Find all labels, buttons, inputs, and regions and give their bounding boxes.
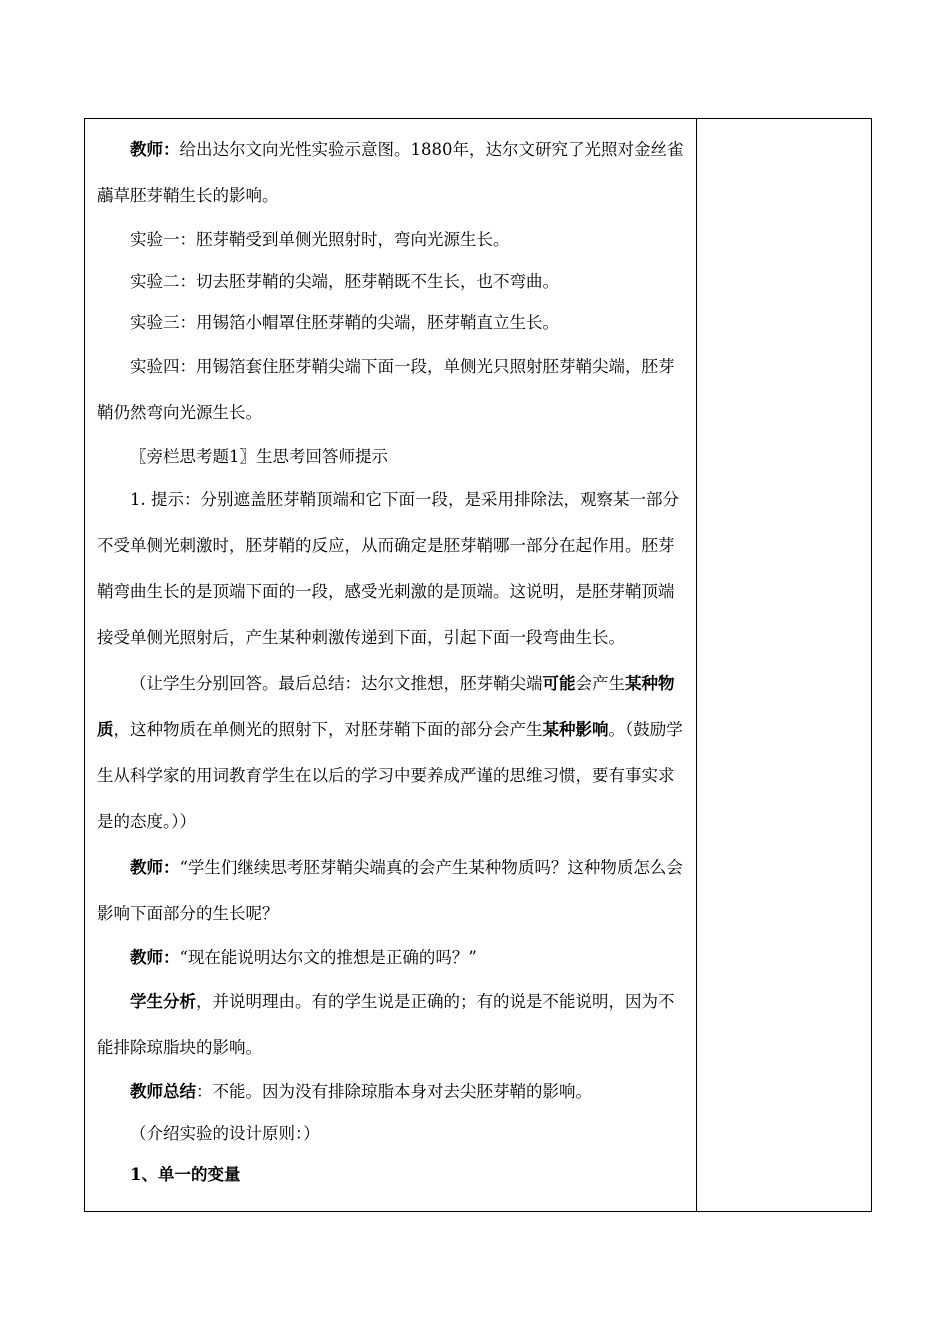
- paragraph-summary: （让学生分别回答。最后总结：达尔文推想，胚芽鞘尖端可能会产生某种物质，这种物质在单侧光的照射下，对胚芽鞘下面的部分会产生某种影响。（鼓励学生从科学家的用词教育学生在以后的学习中要养成严谨的思维习惯，要有事实求是的态度。））: [97, 674, 683, 832]
- paragraph-design-intro: （介绍实验的设计原则：）: [130, 1123, 320, 1143]
- paragraph-experiment-3: 实验三：用锡箔小帽罩住胚芽鞘的尖端，胚芽鞘直立生长。: [130, 313, 559, 333]
- paragraph-principle-1: 1、单一的变量: [130, 1165, 241, 1185]
- paragraph-teacher-summary: 教师总结：不能。因为没有排除琼脂本身对去尖胚芽鞘的影响。: [130, 1081, 592, 1101]
- paragraph-experiment-4: 实验四：用锡箔套住胚芽鞘尖端下面一段，单侧光只照射胚芽鞘尖端，胚芽鞘仍然弯向光源生长。: [97, 356, 675, 422]
- paragraph-hint: 1. 提示：分别遮盖胚芽鞘顶端和它下面一段，是采用排除法，观察某一部分不受单侧光刺激时，胚芽鞘的反应，从而确定是胚芽鞘哪一部分在起作用。胚芽鞘弯曲生长的是顶端下面的一段，感受光刺激的是顶端。这说明，是胚芽鞘顶端接受单侧光照射后，产生某种刺激传递到下面，引起下面一段弯曲生长。: [97, 490, 679, 648]
- paragraph-teacher-intro: 教师：给出达尔文向光性实验示意图。1880年，达尔文研究了光照对金丝雀虉草胚芽鞘生长的影响。: [97, 140, 684, 205]
- paragraph-teacher-question-1: 教师：“学生们继续思考胚芽鞘尖端真的会产生某种物质吗？这种物质怎么会影响下面部分的生长呢？: [97, 858, 683, 924]
- paragraph-experiment-2: 实验二：切去胚芽鞘的尖端，胚芽鞘既不生长，也不弯曲。: [130, 271, 559, 291]
- paragraph-sidebar-question: 〖旁栏思考题1〗生思考回答师提示: [130, 446, 388, 466]
- column-divider: [696, 119, 697, 1211]
- paragraph-teacher-question-2: 教师：“现在能说明达尔文的推想是正确的吗？”: [130, 948, 477, 968]
- process-cell: [97, 127, 687, 1196]
- paragraph-experiment-1: 实验一：胚芽鞘受到单侧光照射时，弯向光源生长。: [130, 230, 510, 249]
- lesson-table: [84, 118, 872, 1212]
- paragraph-student-analysis: 学生分析，并说明理由。有的学生说是正确的；有的说是不能说明，因为不能排除琼脂块的影响。: [97, 991, 675, 1057]
